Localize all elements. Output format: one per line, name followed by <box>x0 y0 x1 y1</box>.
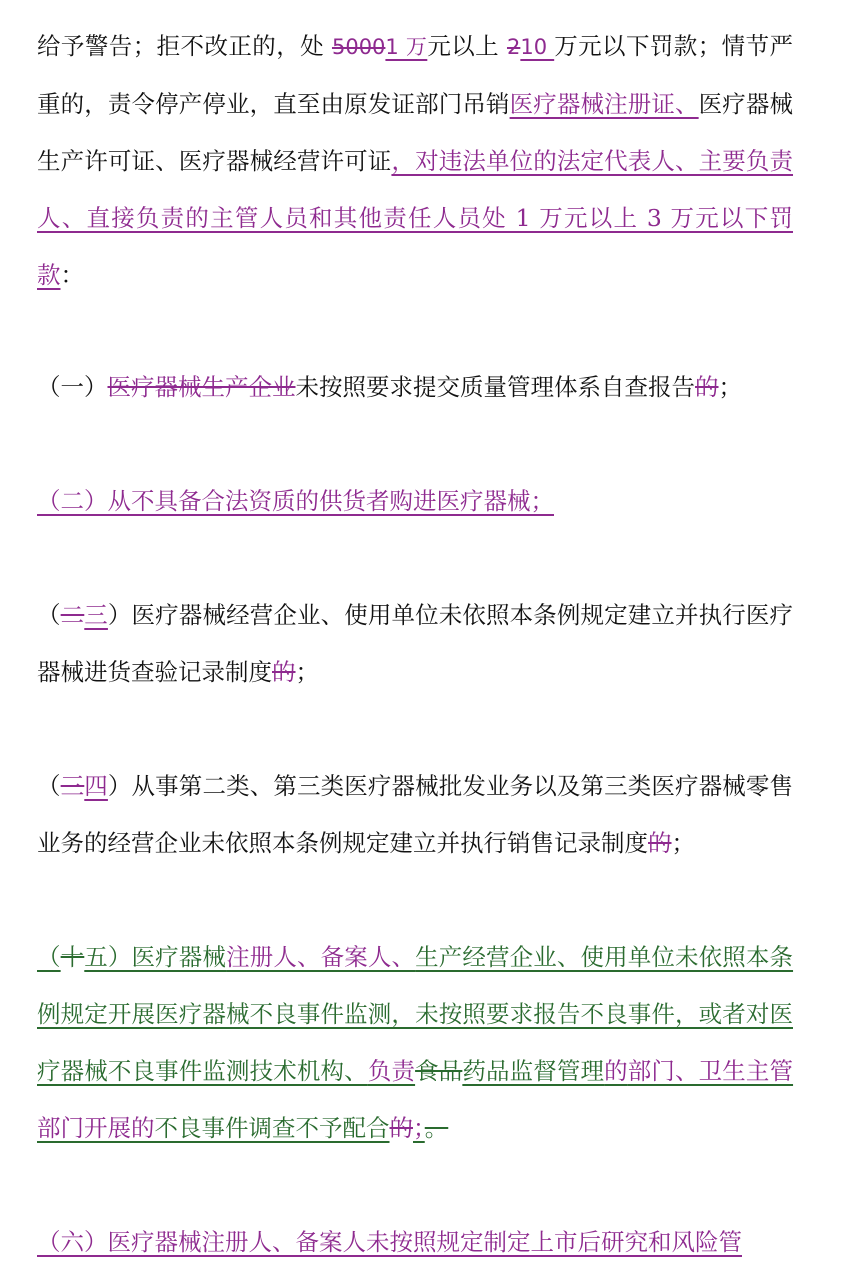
list-item-3 <box>37 587 793 701</box>
deleted-text: 二 <box>60 601 85 629</box>
text: （一） <box>37 373 108 401</box>
paragraph-spacer <box>37 701 793 758</box>
inserted-text: 四 <box>84 772 108 800</box>
paragraph-spacer <box>37 416 793 473</box>
deleted-text: 的 <box>695 373 719 401</box>
text: （ <box>37 601 61 629</box>
deleted-text: 5000 <box>331 35 386 59</box>
deleted-text: 2 <box>506 35 521 59</box>
inserted-text-green: 生产经营企业、使用单位未依照本条例规定开展医疗器械不良事件监测，未按照要求报告不良事件，或者对医疗器械不良事件监测技术机构、 <box>37 943 794 1085</box>
inserted-text: 的 <box>604 1057 628 1085</box>
deleted-text-green: 食品 <box>415 1057 463 1085</box>
text: 未按照要求提交质量管理体系自查报告 <box>295 373 695 401</box>
inserted-text: 医疗器械注册证、 <box>509 90 699 118</box>
inserted-text: 三 <box>84 601 108 629</box>
list-item-1 <box>37 359 793 416</box>
list-item-6 <box>37 1214 793 1271</box>
inserted-text-green: 五）医疗器械 <box>84 943 227 971</box>
inserted-text: 10 <box>520 35 555 59</box>
list-item-2 <box>37 473 793 530</box>
inserted-text-green: 药品监督管理 <box>462 1057 605 1085</box>
inserted-text: ，对违法单位的法定代表人、主要负责人、直接负责的主管人员和其他责任人员处 1 万元以上 3 万元以下罚款 <box>37 147 794 289</box>
text: （ <box>37 772 61 800</box>
paragraph-spacer <box>37 1157 793 1214</box>
deleted-text: 医疗器械生产企业 <box>107 373 296 401</box>
text: ）医疗器械经营企业、使用单位未依照本条例规定建立并执行医疗器械进货查验记录制度 <box>37 601 794 686</box>
text: 医疗器械生产许可证、医疗器械经营许可证 <box>37 90 794 175</box>
inserted-text: 注册人、备案人、 <box>226 943 416 971</box>
inserted-text-green: 不良事件调查不予配合 <box>154 1114 390 1142</box>
inserted-text: ； <box>413 1114 425 1142</box>
paragraph-spacer <box>37 872 793 929</box>
text: 元以上 <box>427 32 507 60</box>
text: ： <box>60 261 84 289</box>
deleted-text-green: 十 <box>60 943 85 971</box>
inserted-text: 1 万 <box>385 35 428 59</box>
paragraph-spacer <box>37 304 793 359</box>
deleted-text: 的 <box>648 829 672 857</box>
text: ； <box>295 658 319 686</box>
paragraph-spacer <box>37 530 793 587</box>
intro-paragraph <box>37 18 793 304</box>
text: ； <box>718 373 742 401</box>
text: ）从事第二类、第三类医疗器械批发业务以及第三类医疗器械零售业务的经营企业未依照本条例规定建立并执行销售记录制度 <box>37 772 794 857</box>
deleted-text-green: 。 <box>424 1114 449 1142</box>
list-item-4 <box>37 758 793 872</box>
deleted-text: 三 <box>60 772 85 800</box>
inserted-text: 部门、卫生主管部门 <box>37 1057 794 1142</box>
deleted-text: 的 <box>389 1114 413 1142</box>
inserted-text: 开展的 <box>84 1114 155 1142</box>
deleted-text: 的 <box>272 658 296 686</box>
inserted-text-green: （ <box>37 943 61 971</box>
inserted-text: （二）从不具备合法资质的供货者购进医疗器械； <box>37 487 554 515</box>
text: ； <box>671 829 695 857</box>
inserted-text: 负责 <box>367 1057 416 1085</box>
text: 万元以下罚款；情节严重的，责令停产停业，直至由原发证部门吊销 <box>37 32 793 118</box>
text: 给予警告；拒不改正的，处 <box>37 32 332 60</box>
list-item-5 <box>37 929 793 1157</box>
inserted-text: （六）医疗器械注册人、备案人未按照规定制定上市后研究和风险管 <box>37 1228 742 1256</box>
